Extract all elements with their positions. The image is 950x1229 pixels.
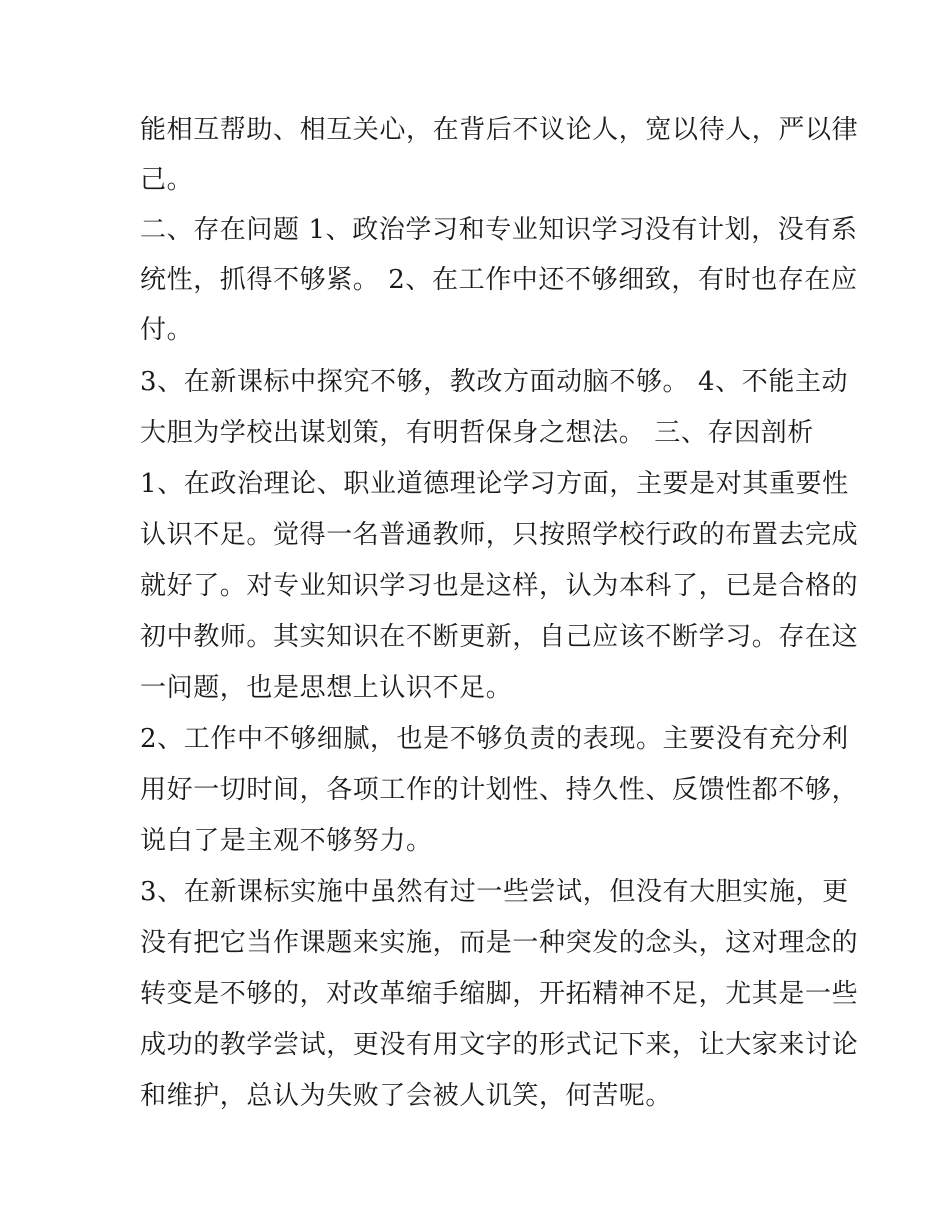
text-line-14: 用好一切时间，各项工作的计划性、持久性、反馈性都不够， — [140, 775, 859, 805]
text-line-10: 就好了。对专业知识学习也是这样，认为本科了，已是合格的 — [140, 571, 859, 601]
text-line-19: 成功的教学尝试，更没有用文字的形式记下来，让大家来讨论 — [140, 1030, 859, 1060]
text-line-9: 认识不足。觉得一名普通教师，只按照学校行政的布置去完成 — [140, 520, 859, 550]
text-line-15: 说白了是主观不够努力。 — [140, 826, 433, 856]
text-line-6: 3、在新课标中探究不够，教改方面动脑不够。 4、不能主动 — [140, 367, 849, 397]
text-line-5: 付。 — [140, 315, 194, 345]
text-line-13: 2、工作中不够细腻，也是不够负责的表现。主要没有充分利 — [140, 724, 849, 754]
text-line-8: 1、在政治理论、职业道德理论学习方面，主要是对其重要性 — [140, 469, 849, 499]
text-line-1: 能相互帮助、相互关心，在背后不议论人，宽以待人，严以律 — [140, 115, 859, 145]
text-line-7: 大胆为学校出谋划策，有明哲保身之想法。 三、存因剖析 — [140, 418, 814, 448]
text-line-3: 二、存在问题 1、政治学习和专业知识学习没有计划，没有系 — [140, 215, 858, 245]
text-line-17: 没有把它当作课题来实施，而是一种突发的念头，这对理念的 — [140, 928, 859, 958]
text-line-2: 己。 — [140, 165, 194, 195]
text-line-11: 初中教师。其实知识在不断更新，自己应该不断学习。存在这 — [140, 622, 859, 652]
text-line-16: 3、在新课标实施中虽然有过一些尝试，但没有大胆实施，更 — [140, 877, 849, 907]
text-line-18: 转变是不够的，对改革缩手缩脚，开拓精神不足，尤其是一些 — [140, 979, 859, 1009]
text-line-12: 一问题，也是思想上认识不足。 — [140, 673, 513, 703]
text-line-4: 统性，抓得不够紧。 2、在工作中还不够细致，有时也存在应 — [140, 265, 858, 295]
text-line-20: 和维护，总认为失败了会被人讥笑，何苦呢。 — [140, 1081, 673, 1111]
